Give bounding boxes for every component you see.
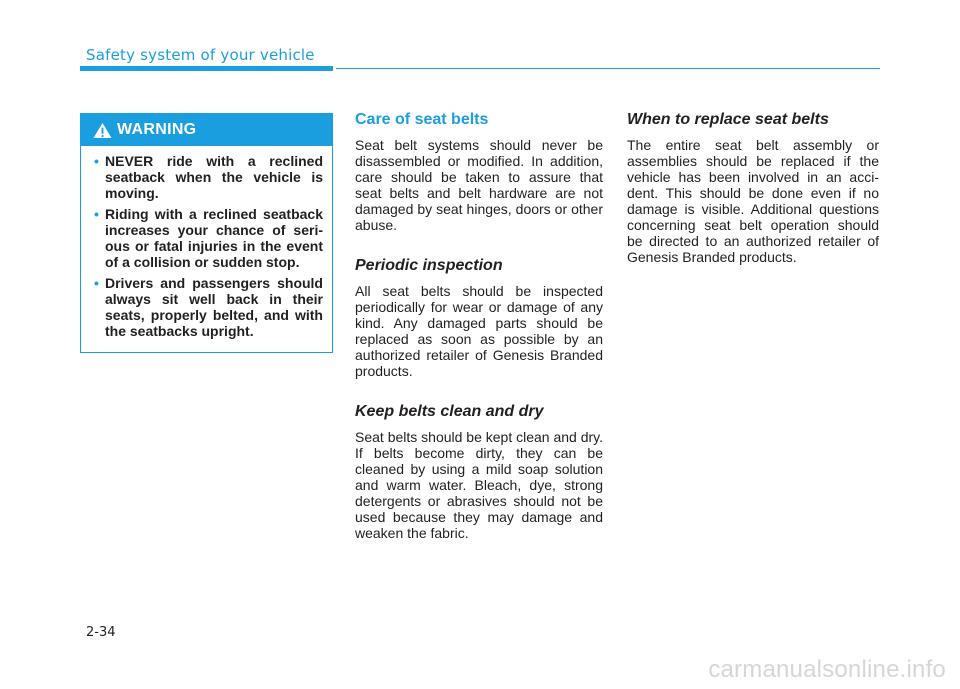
bullet-icon: • <box>94 153 99 169</box>
bullet-icon: • <box>94 206 99 222</box>
bullet-icon: • <box>94 275 99 291</box>
warning-item <box>94 275 323 339</box>
warning-item-text: NEVER ride with a reclined seatback when the vehicle is moving. <box>105 153 323 201</box>
warning-list <box>81 146 332 339</box>
section-title: Safety system of your vehicle <box>86 46 315 64</box>
warning-title: WARNING <box>117 121 197 138</box>
periodic-inspection-heading: Periodic inspection <box>355 257 503 274</box>
warning-item <box>94 206 323 270</box>
right-column <box>627 111 879 265</box>
care-body: Seat belt systems should never be disassembled or modified. In addition, care should be taken to assure that seat belts and belt hardware are not damaged by seat hinges, doors or other abuse. <box>355 137 603 233</box>
warning-header <box>81 114 332 146</box>
care-heading: Care of seat belts <box>355 111 489 128</box>
header-rule-thick <box>80 66 333 71</box>
watermark: carmanualsonline.info <box>708 656 946 683</box>
replace-body: The entire seat belt assembly or assemblies should be replaced if the vehicle has been involved in an accident. This should be done even if no damage is visible. Additional questions concerning seat belt operation should be directed to an authorized retailer of Genesis Branded products. <box>627 137 879 265</box>
warning-triangle-icon <box>93 122 112 139</box>
warning-item-text: Riding with a reclined seatback increases your chance of serious or fatal injuries in the event of a collision or sudden stop. <box>105 206 323 270</box>
middle-column <box>355 111 603 541</box>
keep-clean-body: Seat belts should be kept clean and dry. If belts become dirty, they can be cleaned by using a mild soap solution and warm water. Bleach, dye, strong detergents or abrasives should not be used because they may damage and weaken the fabric. <box>355 429 604 541</box>
warning-item-text: Drivers and passengers should always sit well back in their seats, properly belted, and with the seatbacks upright. <box>105 275 323 339</box>
header-rule-thin <box>336 68 880 69</box>
replace-heading: When to replace seat belts <box>627 111 829 128</box>
keep-clean-heading: Keep belts clean and dry <box>355 403 544 420</box>
warning-item <box>94 153 323 201</box>
periodic-inspection-body: All seat belts should be inspected periodically for wear or damage of any kind. Any damaged parts should be replaced as soon as possible by an authorized retailer of Genesis Branded products. <box>355 283 603 379</box>
warning-box <box>80 113 333 353</box>
page-number: 2-34 <box>86 625 116 640</box>
